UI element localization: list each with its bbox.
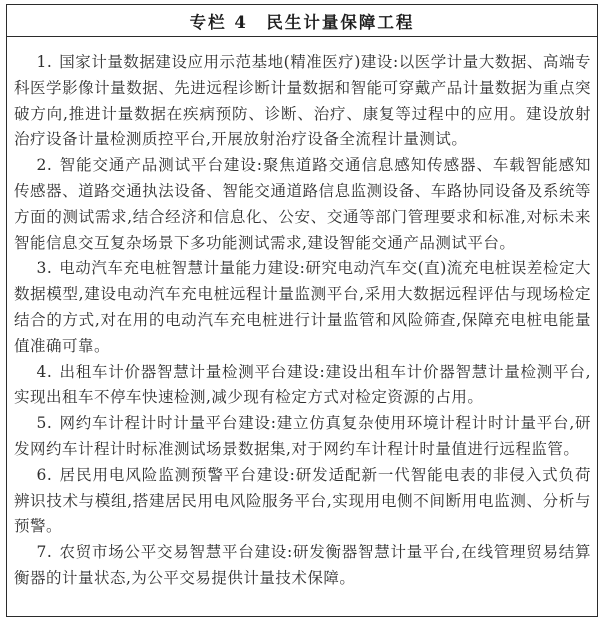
column-box-header <box>7 5 597 37</box>
paragraph-text: 出租车计价器智慧计量检测平台建设:建设出租车计价器智慧计量检测平台,实现出租车不停车快速检测,减少现有检定方式对检定资源的占用。 <box>14 362 591 407</box>
paragraph-text: 国家计量数据建设应用示范基地(精准医疗)建设:以医学计量大数据、高端专科医学影像计量数据、先进远程诊断计量数据和智能可穿戴产品计量数据为重点突破方向,推进计量数据在疾病预防、诊断、治疗、康复等过程中的应用。建设放射治疗设备计量检测质控平台,开展放射治疗设备全流程计量测试。 <box>14 53 591 149</box>
paragraph-text: 电动汽车充电桩智慧计量能力建设:研究电动汽车交(直)流充电桩误差检定大数据模型,建设电动汽车充电桩远程计量监测平台,采用大数据远程评估与现场检定结合的方式,对在用的电动汽车充电桩进行计量监管和风险筛查,保障充电桩电能量值准确可靠。 <box>14 259 591 355</box>
paragraph-number: 3. <box>36 259 53 278</box>
column-box <box>6 4 598 617</box>
paragraph-number: 6. <box>36 465 53 484</box>
paragraph-item-7 <box>14 540 591 592</box>
column-box-title: 专栏 4 民生计量保障工程 <box>189 12 415 32</box>
paragraph-text: 网约车计程计时计量平台建设:建立仿真复杂使用环境计程计时计量平台,研发网约车计程计时标准测试场景数据集,对于网约车计程计时量值进行远程监管。 <box>14 414 591 458</box>
paragraph-item-6 <box>14 463 591 540</box>
paragraph-item-5 <box>14 411 591 463</box>
paragraph-text: 居民用电风险监测预警平台建设:研发适配新一代智能电表的非侵入式负荷辨识技术与模组,搭建居民用电风险服务平台,实现用电侧不间断用电监测、分析与预警。 <box>14 465 591 536</box>
paragraph-number: 7. <box>36 543 53 562</box>
paragraph-item-1 <box>14 50 591 153</box>
column-box-body <box>7 37 597 592</box>
paragraph-number: 5. <box>36 414 53 433</box>
paragraph-item-2 <box>14 153 591 256</box>
paragraph-item-4 <box>14 360 591 412</box>
paragraph-item-3 <box>14 256 591 359</box>
paragraph-text: 智能交通产品测试平台建设:聚焦道路交通信息感知传感器、车载智能感知传感器、道路交通执法设备、智能交通道路信息监测设备、车路协同设备及系统等方面的测试需求,结合经济和信息化、公安、交通等部门管理要求和标准,对标未来智能信息交互复杂场景下多功能测试需求,建设智能交通产品测试平台。 <box>14 156 591 252</box>
paragraph-number: 2. <box>36 156 53 175</box>
paragraph-number: 4. <box>36 362 53 381</box>
paragraph-text: 农贸市场公平交易智慧平台建设:研发衡器智慧计量平台,在线管理贸易结算衡器的计量状态,为公平交易提供计量技术保障。 <box>14 543 591 587</box>
paragraph-number: 1. <box>36 53 53 71</box>
